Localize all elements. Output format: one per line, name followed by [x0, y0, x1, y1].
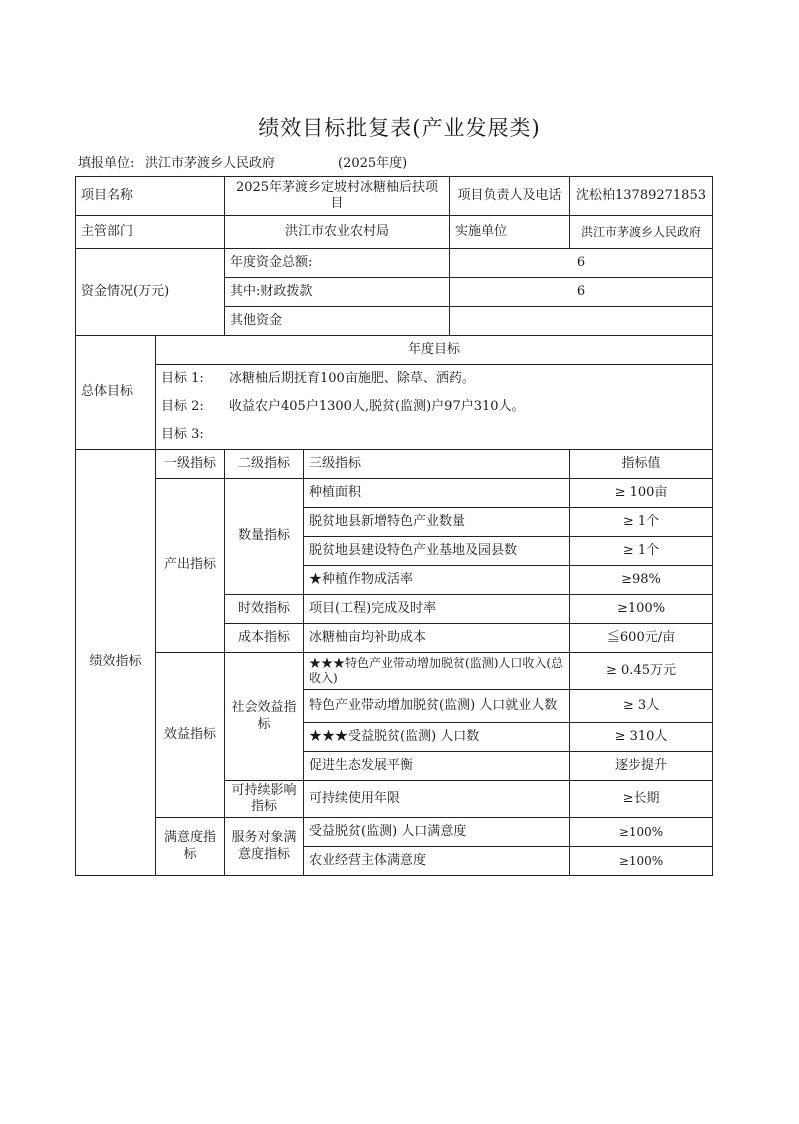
indicator-name: 特色产业带动增加脱贫(监测) 人口就业人数 — [304, 690, 570, 723]
goals-header-row — [76, 336, 713, 365]
indicator-value: ≥ 1个 — [570, 508, 713, 537]
performance-table — [75, 176, 713, 876]
funds-other-value — [450, 307, 713, 336]
indicator-name: 促进生态发展平衡 — [304, 752, 570, 781]
funds-other-label: 其他资金 — [225, 307, 450, 336]
indicator-value: ≥长期 — [570, 781, 713, 818]
indicator-name: 项目(工程)完成及时率 — [304, 595, 570, 624]
cost-indicators: 成本指标 — [225, 624, 304, 653]
funds-fiscal-label: 其中:财政拨款 — [225, 278, 450, 307]
indicator-value: ≥ 3人 — [570, 690, 713, 723]
impl-label: 实施单位 — [450, 216, 570, 249]
indicator-name: ★种植作物成活率 — [304, 566, 570, 595]
output-indicators: 产出指标 — [156, 479, 225, 653]
goal-row — [76, 393, 713, 421]
unit-label: 填报单位: — [78, 156, 135, 171]
indicator-value: ≥ 100亩 — [570, 479, 713, 508]
indicator-row — [76, 479, 713, 508]
funds-label: 资金情况(万元) — [76, 249, 225, 336]
indicator-name: 可持续使用年限 — [304, 781, 570, 818]
indicator-value: ≥ 310人 — [570, 723, 713, 752]
goal-label: 目标 1: — [161, 370, 204, 386]
indicator-name: ★★★受益脱贫(监测) 人口数 — [304, 723, 570, 752]
indicator-value: ≥ 0.45万元 — [570, 653, 713, 690]
indicator-row — [76, 653, 713, 690]
social-benefit-indicators: 社会效益指标 — [225, 653, 304, 781]
quantity-indicators: 数量指标 — [225, 479, 304, 595]
indicator-value: ≥98% — [570, 566, 713, 595]
satisfaction-indicators: 满意度指标 — [156, 818, 225, 876]
col-level1: 一级指标 — [156, 450, 225, 479]
report-year: (2025年度) — [338, 156, 408, 171]
project-row — [76, 177, 713, 216]
service-satisfaction-indicators: 服务对象满意度指标 — [225, 818, 304, 876]
contact-label: 项目负责人及电话 — [450, 177, 570, 216]
dept-label: 主管部门 — [76, 216, 225, 249]
goal-text: 冰糖柚后期抚育100亩施肥、除草、洒药。 — [229, 370, 475, 386]
indicator-name: ★★★特色产业带动增加脱贫(监测)人口收入(总收入) — [304, 653, 570, 690]
col-level2: 二级指标 — [225, 450, 304, 479]
indicator-name: 种植面积 — [304, 479, 570, 508]
contact-value: 沈松柏13789271853 — [570, 177, 713, 216]
col-level3: 三级指标 — [304, 450, 570, 479]
indicator-name: 冰糖柚亩均补助成本 — [304, 624, 570, 653]
benefit-indicators: 效益指标 — [156, 653, 225, 818]
sustainability-indicators: 可持续影响指标 — [225, 781, 304, 818]
funds-total-label: 年度资金总额: — [225, 249, 450, 278]
goals-label: 总体目标 — [76, 336, 156, 450]
reporting-unit: 洪江市茅渡乡人民政府 — [145, 156, 276, 171]
indicator-row — [76, 818, 713, 847]
timeliness-indicators: 时效指标 — [225, 595, 304, 624]
indicator-name: 脱贫地县新增特色产业数量 — [304, 508, 570, 537]
funds-total-row — [76, 249, 713, 278]
dept-value: 洪江市农业农村局 — [225, 216, 450, 249]
project-name-label: 项目名称 — [76, 177, 225, 216]
indicator-name: 受益脱贫(监测) 人口满意度 — [304, 818, 570, 847]
goals-header: 年度目标 — [156, 336, 713, 365]
indicator-value: ≥100% — [570, 847, 713, 876]
indicator-name: 脱贫地县建设特色产业基地及园县数 — [304, 537, 570, 566]
indicator-value: ≥100% — [570, 595, 713, 624]
goal-row — [76, 421, 713, 450]
page-title: 绩效目标批复表(产业发展类) — [258, 116, 541, 140]
funds-fiscal-value: 6 — [450, 278, 713, 307]
perf-label: 绩效指标 — [76, 450, 156, 876]
indicator-value: ≥100% — [570, 818, 713, 847]
goal-label: 目标 2: — [161, 398, 204, 414]
department-row — [76, 216, 713, 249]
indicator-name: 农业经营主体满意度 — [304, 847, 570, 876]
goal-label: 目标 3: — [161, 426, 204, 442]
col-value: 指标值 — [570, 450, 713, 479]
impl-value: 洪江市茅渡乡人民政府 — [570, 216, 713, 249]
indicator-value: 逐步提升 — [570, 752, 713, 781]
funds-total-value: 6 — [450, 249, 713, 278]
perf-header-row — [76, 450, 713, 479]
goal-text: 收益农户405户1300人,脱贫(监测)户97户310人。 — [229, 398, 525, 414]
indicator-value: ≦600元/亩 — [570, 624, 713, 653]
project-name: 2025年茅渡乡定坡村冰糖柚后扶项目 — [225, 177, 450, 216]
indicator-value: ≥ 1个 — [570, 537, 713, 566]
goal-row — [76, 365, 713, 394]
